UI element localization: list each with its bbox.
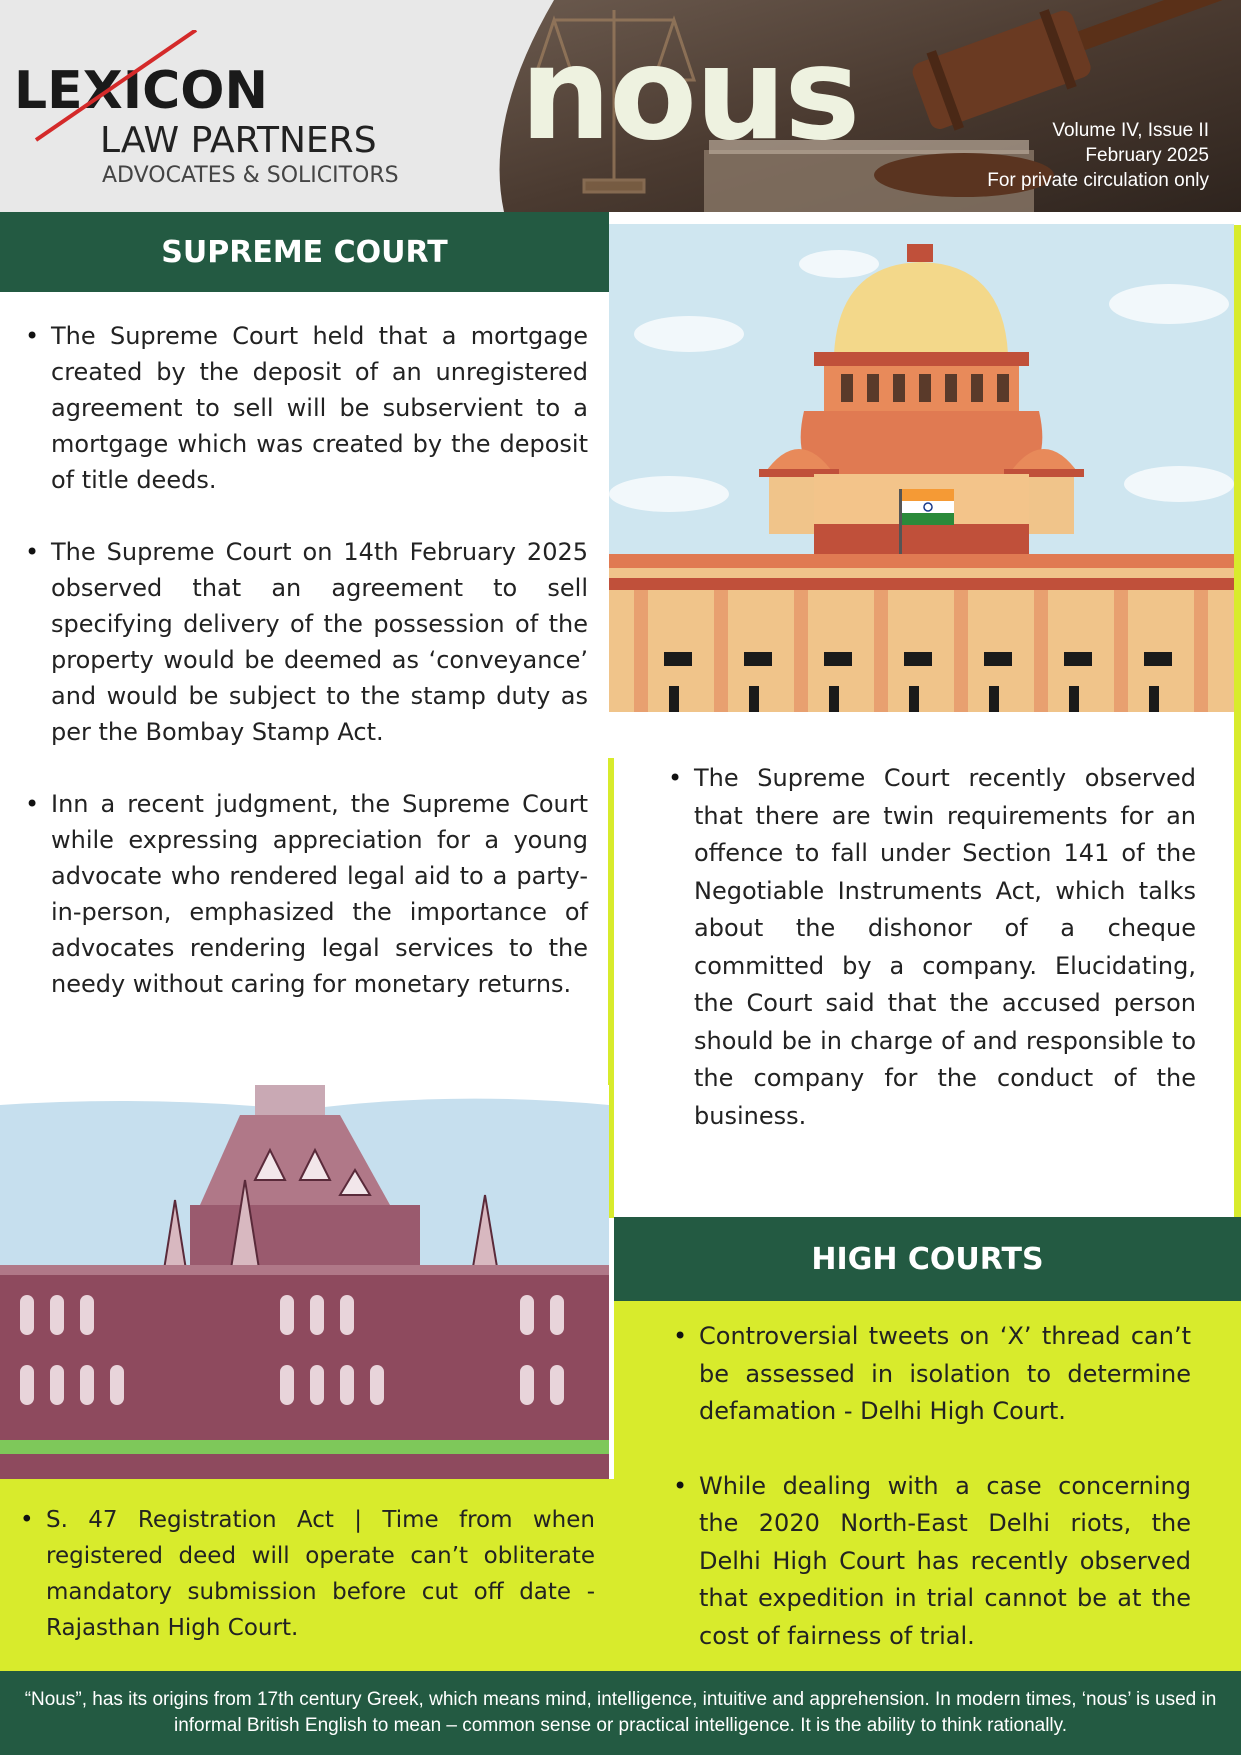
logo-line3: ADVOCATES & SOLICITORS [102, 163, 399, 188]
list-item: • The Supreme Court recently observed that there are twin requirements for an offence to fall under Section 141 of the Negotiable Instruments Act, which talks about the dishonor of a cheque committed by a company. Elucidating, the Court said that the accused person should be in charge of and responsible to the company for the conduct of the business. [694, 760, 1196, 1135]
list-item: • Controversial tweets on ‘X’ thread can’t be assessed in isolation to determine defamation - Delhi High Court. [699, 1318, 1191, 1431]
list-item: • S. 47 Registration Act | Time from when registered deed will operate can’t obliterate mandatory submission before cut off date - Rajasthan High Court. [46, 1502, 595, 1646]
supreme-court-right-list [694, 760, 1196, 1135]
supreme-court-building-illustration [609, 224, 1234, 712]
accent-strip [1234, 225, 1241, 1360]
list-item: • The Supreme Court on 14th February 2025 observed that an agreement to sell specifying delivery of the possession of the property would be deemed as ‘conveyance’ and would be subject to the stamp duty as per the Bombay Stamp Act. [51, 534, 588, 750]
list-item: • The Supreme Court held that a mortgage created by the deposit of an unregistered agreement to sell will be subservient to a mortgage which was created by the deposit of title deeds. [51, 318, 588, 498]
newsletter-header [0, 0, 1241, 212]
logo-line2: LAW PARTNERS [100, 120, 377, 161]
issue-volume: Volume IV, Issue II [1052, 120, 1209, 141]
list-item: • Inn a recent judgment, the Supreme Court while expressing appreciation for a young advocate who rendered legal aid to a party-in-person, emphasized the importance of advocates rendering legal services to the needy without caring for monetary returns. [51, 786, 588, 1002]
footer-text: “Nous”, has its origins from 17th century Greek, which means mind, intelligence, intuitive and apprehension. In modern times, ‘nous’ is used in informal British English to mean – common sense or practical intelligence. It is the ability to think rationally. [24, 1689, 1217, 1736]
issue-date: February 2025 [1085, 145, 1209, 166]
footer [0, 1671, 1241, 1755]
newsletter-title: nous [520, 20, 859, 169]
high-courts-heading: HIGH COURTS [614, 1217, 1241, 1301]
supreme-court-list [51, 318, 588, 1038]
list-item: • While dealing with a case concerning the 2020 North-East Delhi riots, the Delhi High Court has recently observed that expedition in trial cannot be at the cost of fairness of trial. [699, 1468, 1191, 1656]
supreme-court-heading: SUPREME COURT [0, 212, 609, 292]
high-court-building-illustration [0, 1085, 609, 1479]
issue-circulation: For private circulation only [987, 170, 1209, 191]
lexicon-logo [14, 30, 484, 190]
issue-info [987, 118, 1209, 193]
high-courts-left-list [46, 1502, 595, 1646]
logo-brand: LEXICON [14, 61, 268, 121]
high-courts-list [699, 1318, 1191, 1692]
